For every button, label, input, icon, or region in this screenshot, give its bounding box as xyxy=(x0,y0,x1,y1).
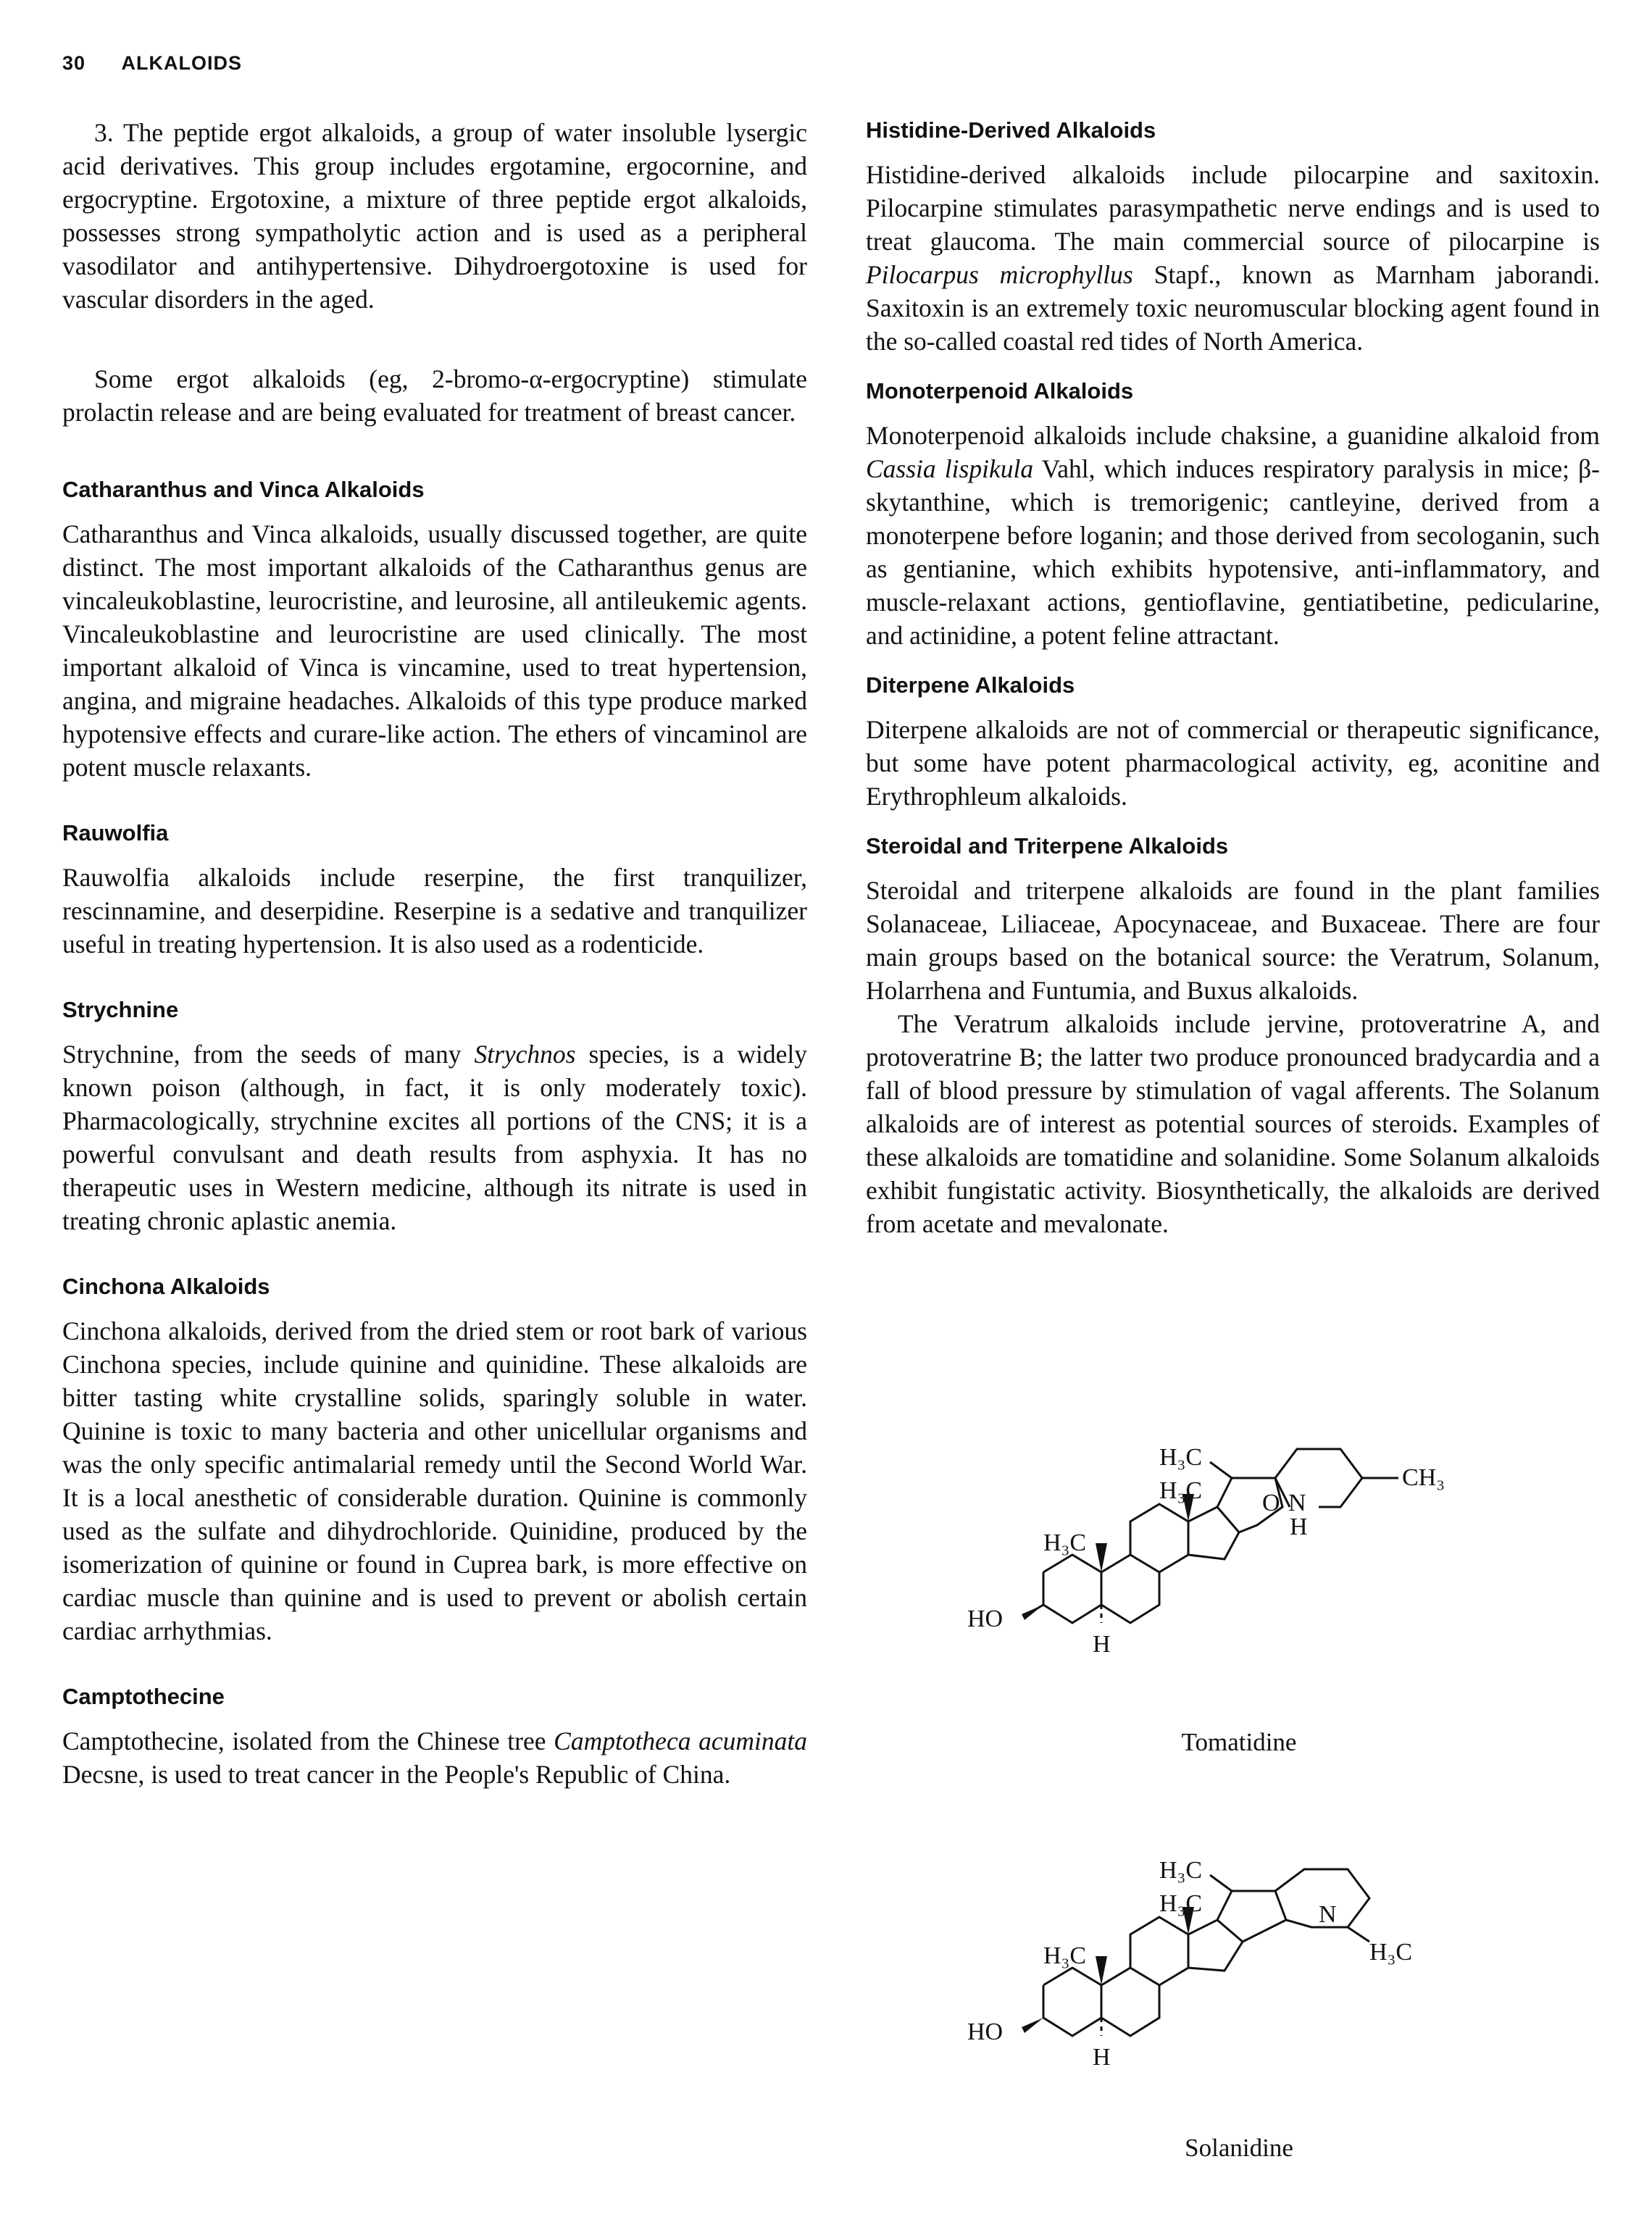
paragraph-peptide-ergot: 3. The peptide ergot alkaloids, a group of water insoluble lysergic acid derivatives. This group includes ergotamine, ergocornine, and ergocryptine. Ergotoxine, a mixture of three peptide ergot alkaloids, possesses strong sympatholytic action and is used as a peripheral vasodilator and antihypertensive. Dihydroergotoxine is used for vascular disorders in the aged. xyxy=(62,118,807,314)
tomatidine-ring-c xyxy=(1130,1504,1188,1572)
tomatidine-label-ch3: CH₃ xyxy=(1402,1464,1446,1491)
tomatidine-ring-d xyxy=(1188,1507,1239,1559)
heading-diterpene: Diterpene Alkaloids xyxy=(866,672,1075,698)
tomatidine-ring-b xyxy=(1101,1555,1159,1623)
mono-text-a: Monoterpenoid alkaloids include chaksine, a guanidine alkaloid from xyxy=(866,421,1600,450)
solanidine-labels xyxy=(967,1857,1412,2071)
paragraph-strychnine xyxy=(62,1037,807,1237)
paragraph-monoterpenoid xyxy=(866,419,1600,652)
paragraph-histidine xyxy=(866,158,1600,358)
tomatidine-label-nh: H xyxy=(1290,1514,1308,1540)
left-column xyxy=(62,116,807,1791)
running-title: ALKALOIDS xyxy=(121,52,243,74)
solanidine-ring-c xyxy=(1130,1917,1188,1985)
solanidine-svg xyxy=(935,1811,1558,2116)
solanidine-methyl-top xyxy=(1210,1875,1232,1891)
paragraph-prolactin: Some ergot alkaloids (eg, 2-bromo-α-ergocryptine) stimulate prolactin release and are being evaluated for treatment of breast cancer. xyxy=(62,364,807,427)
heading-steroidal: Steroidal and Triterpene Alkaloids xyxy=(866,833,1229,859)
tomatidine-wedge-ho xyxy=(1022,1605,1043,1620)
solanidine-ring-e xyxy=(1217,1891,1286,1942)
tomatidine-label-h3c-mid: H₃C xyxy=(1159,1477,1203,1504)
tomatidine-labels xyxy=(967,1444,1445,1658)
tomatidine-structure xyxy=(935,1406,1558,1713)
strychnine-text-a: Strychnine, from the seeds of many xyxy=(62,1040,475,1069)
mono-species: Cassia lispikula xyxy=(866,454,1034,483)
heading-rauwolfia: Rauwolfia xyxy=(62,820,169,846)
histidine-text-a: Histidine-derived alkaloids include pilocarpine and saxitoxin. Pilocarpine stimulates parasympathetic nerve endings and is used to treat glaucoma. The main commercial source of pilocarpine is xyxy=(866,160,1600,256)
mono-text-b: Vahl, which induces respiratory paralysis in mice; β-skytanthine, which is tremorigenic; cantleyine, derived from a monoterpene before loganin; and those derived from secologanin, such as gentianine, which exhibits hypotensive, anti-inflammatory, and muscle-relaxant actions, gentioflavine, gentiatibetine, pedicularine, and actinidine, a potent feline attractant. xyxy=(866,454,1600,650)
tomatidine-methyl-top xyxy=(1210,1462,1232,1478)
solanidine-label-h: H xyxy=(1093,2044,1111,2071)
tomatidine-wedge-low xyxy=(1096,1543,1107,1572)
solanidine-wedges xyxy=(1022,1907,1194,2033)
paragraph-steroidal-2: The Veratrum alkaloids include jervine, protoveratrine A, and protoveratrine B; the latter two produce pronounced bradycardia and a fall of blood pressure by stimulation of vagal afferents. The Solanum alkaloids are of interest as potential sources of steroids. Examples of these alkaloids are tomatidine and solanidine. Some Solanum alkaloids exhibit fungistatic activity. Biosynthetically, the alkaloids are derived from acetate and mevalonate. xyxy=(866,1009,1600,1238)
heading-histidine: Histidine-Derived Alkaloids xyxy=(866,117,1156,143)
right-column xyxy=(866,116,1600,1240)
tomatidine-label-h: H xyxy=(1093,1631,1111,1658)
heading-monoterpenoid: Monoterpenoid Alkaloids xyxy=(866,378,1134,404)
paragraph-diterpene: Diterpene alkaloids are not of commercial or therapeutic significance, but some have potent pharmacological activity, eg, aconitine and Erythrophleum alkaloids. xyxy=(866,715,1600,811)
paragraph-steroidal-1: Steroidal and triterpene alkaloids are found in the plant families Solanaceae, Liliaceae, Apocynaceae, and Buxaceae. There are four main groups based on the botanical source: the Veratrum, Solanum, Holarrhena and Funtumia, and Buxus alkaloids. xyxy=(866,876,1600,1005)
strychnine-genus: Strychnos xyxy=(474,1040,576,1069)
solanidine-methyl-right xyxy=(1348,1927,1369,1942)
tomatidine-wedges xyxy=(1022,1494,1194,1620)
running-header xyxy=(62,52,242,75)
solanidine-label-h3c-right: H₃C xyxy=(1369,1939,1413,1966)
caption-solanidine: Solanidine xyxy=(1185,2134,1293,2162)
tomatidine-label-ho: HO xyxy=(967,1606,1004,1632)
tomatidine-svg xyxy=(935,1406,1558,1710)
page-number: 30 xyxy=(62,52,86,74)
paragraph-rauwolfia: Rauwolfia alkaloids include reserpine, the first tranquilizer, rescinnamine, and deserpidine. Reserpine is a sedative and tranquilizer useful in treating hypertension. It is also used as a rodenticide. xyxy=(62,863,807,959)
solanidine-label-n: N xyxy=(1319,1901,1337,1928)
heading-catharanthus: Catharanthus and Vinca Alkaloids xyxy=(62,477,425,502)
solanidine-label-h3c-top: H₃C xyxy=(1159,1857,1203,1884)
heading-camptothecine: Camptothecine xyxy=(62,1684,225,1709)
paragraph-catharanthus: Catharanthus and Vinca alkaloids, usually discussed together, are quite distinct. The most important alkaloids of the Catharanthus genus are vincaleukoblastine, leurocristine, and leurosine, all antileukemic agents. Vincaleukoblastine and leurocristine are used clinically. The most important alkaloid of Vinca is vincamine, used to treat hypertension, angina, and migraine headaches. Alkaloids of this type produce marked hypotensive effects and curare-like action. The ethers of vincaminol are potent muscle relaxants. xyxy=(62,519,807,782)
camptothecine-text-b: Decsne, is used to treat cancer in the People's Republic of China. xyxy=(62,1760,731,1789)
tomatidine-label-n: N xyxy=(1288,1490,1306,1516)
solanidine-wedge-ho xyxy=(1022,2018,1043,2033)
tomatidine-label-h3c-top: H₃C xyxy=(1159,1444,1203,1471)
heading-cinchona: Cinchona Alkaloids xyxy=(62,1274,270,1299)
solanidine-bonds xyxy=(1043,1869,1369,2036)
solanidine-wedge-low xyxy=(1096,1956,1107,1985)
caption-tomatidine: Tomatidine xyxy=(1181,1728,1297,1756)
paragraph-camptothecine xyxy=(62,1724,807,1791)
tomatidine-ring-a xyxy=(1043,1555,1101,1623)
solanidine-ring-b xyxy=(1101,1968,1159,2036)
camptothecine-species: Camptotheca acuminata xyxy=(554,1727,807,1755)
solanidine-label-h3c-mid: H₃C xyxy=(1159,1890,1203,1917)
solanidine-ring-d xyxy=(1188,1920,1243,1971)
solanidine-label-ho: HO xyxy=(967,2018,1004,2045)
camptothecine-text-a: Camptothecine, isolated from the Chinese tree xyxy=(62,1727,554,1755)
solanidine-structure xyxy=(935,1811,1558,2119)
histidine-species: Pilocarpus microphyllus xyxy=(866,260,1133,289)
strychnine-text-b: species, is a widely known poison (although, in fact, it is only moderately toxic). Pharmacologically, strychnine excites all portions of the CNS; it is a powerful convulsant and death results from asphyxia. It has no therapeutic uses in Western medicine, although its nitrate is used in treating chronic aplastic anemia. xyxy=(62,1040,807,1235)
solanidine-ring-a xyxy=(1043,1968,1101,2036)
heading-strychnine: Strychnine xyxy=(62,997,179,1022)
solanidine-label-h3c-low: H₃C xyxy=(1043,1942,1087,1969)
histidine-text-b: Stapf., known as Marnham jaborandi. Saxitoxin is an extremely toxic neuromuscular blocking agent found in the so-called coastal red tides of North America. xyxy=(866,260,1600,356)
tomatidine-label-h3c-low: H₃C xyxy=(1043,1529,1087,1556)
tomatidine-label-o: O xyxy=(1262,1490,1280,1516)
paragraph-cinchona: Cinchona alkaloids, derived from the dried stem or root bark of various Cinchona species, include quinine and quinidine. These alkaloids are bitter tasting white crystalline solids, sparingly soluble in water. Quinine is toxic to many bacteria and other unicellular organisms and was the only specific antimalarial remedy until the Second World War. It is a local anesthetic of considerable duration. Quinine is commonly used as the sulfate and dihydrochloride. Quinidine, produced by the isomerization of quinine or found in Cuprea bark, is more effective on cardiac muscle than quinine and is used to prevent or abolish certain cardiac arrhythmias. xyxy=(62,1316,807,1645)
